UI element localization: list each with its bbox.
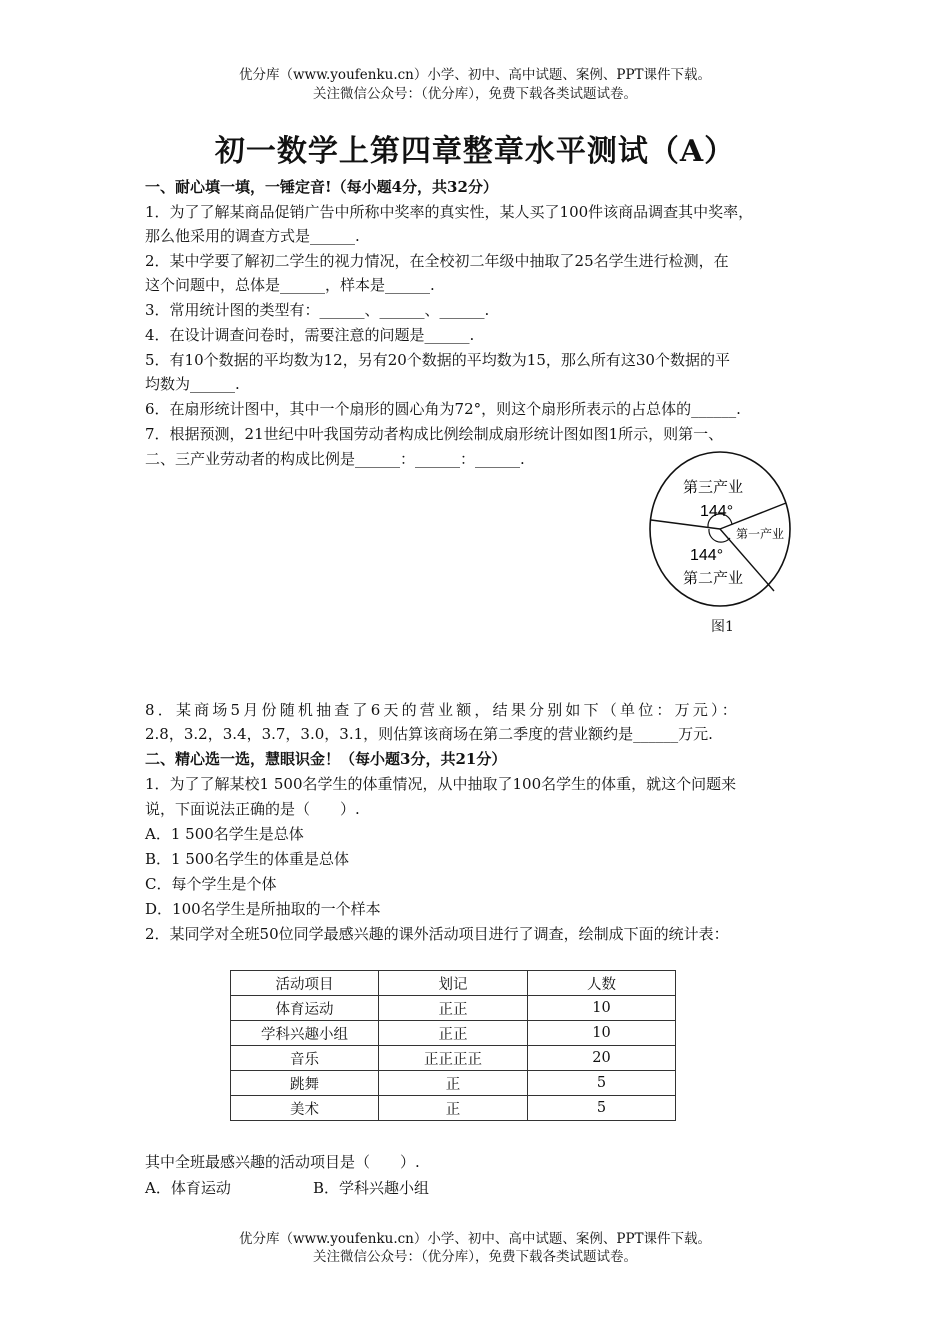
table-cell: 10 (528, 1021, 676, 1046)
header-line-2: 关注微信公众号：（优分库），免费下载各类试题试卷。 (313, 86, 637, 102)
footer-line-1: 优分库（www.youfenku.cn）小学、初中、高中试题、案例、PPT课件下载。 (238, 1231, 712, 1247)
label-tertiary: 第三产业 (683, 478, 744, 496)
s1-q6: 6．在扇形统计图中，其中一个扇形的圆心角为72°，则这个扇形所表示的占总体的______. (145, 400, 741, 418)
table-cell: 正正 (379, 1021, 528, 1046)
table-cell: 美术 (231, 1096, 379, 1121)
table-cell: 正正 (379, 996, 528, 1021)
table-cell: 正 (379, 1096, 528, 1121)
table-row (231, 1096, 676, 1121)
s1-q7-line1: 7．根据预测，21世纪中叶我国劳动者构成比例绘制成扇形统计图如图1所示，则第一、 (145, 425, 724, 443)
table-cell: 5 (528, 1071, 676, 1096)
s1-q2-line2: 这个问题中，总体是______，样本是______. (145, 276, 435, 294)
table-cell: 5 (528, 1096, 676, 1121)
s1-q8-line2: 2.8，3.2，3.4，3.7，3.0，3.1，则估算该商场在第二季度的营业额约是______万元. (145, 725, 713, 743)
table-row (231, 1021, 676, 1046)
section2-heading: 二、精心选一选，慧眼识金！（每小题3分，共21分） (145, 750, 507, 768)
s1-q4: 4．在设计调查问卷时，需要注意的问题是______. (145, 326, 475, 344)
table-header: 划记 (379, 971, 528, 996)
s2-q1-line1: 1．为了了解某校1 500名学生的体重情况，从中抽取了100名学生的体重，就这个问题来 (145, 775, 737, 793)
table-cell: 音乐 (231, 1046, 379, 1071)
s1-q2-line1: 2．某中学要了解初二学生的视力情况，在全校初二年级中抽取了25名学生进行检测，在 (145, 252, 729, 270)
pie-chart-figure-1 (648, 450, 800, 610)
table-cell: 体育运动 (231, 996, 379, 1021)
s2-q1-option-c: C．每个学生是个体 (145, 875, 277, 893)
s1-q1-line2: 那么他采用的调查方式是______. (145, 227, 360, 245)
table-cell: 正正正正 (379, 1046, 528, 1071)
pie-divider-left (651, 520, 720, 529)
figure-caption: 图1 (711, 619, 734, 635)
table-header: 人数 (528, 971, 676, 996)
s2-q1-option-d: D．100名学生是所抽取的一个样本 (145, 900, 381, 918)
header-line-1: 优分库（www.youfenku.cn）小学、初中、高中试题、案例、PPT课件下载。 (238, 67, 712, 83)
angle-arc-secondary (709, 529, 730, 542)
table-row (231, 1046, 676, 1071)
s2-q2: 2．某同学对全班50位同学最感兴趣的课外活动项目进行了调查，绘制成下面的统计表： (145, 925, 729, 943)
table-cell: 跳舞 (231, 1071, 379, 1096)
label-secondary: 第二产业 (683, 569, 744, 587)
page-title: 初一数学上第四章整章水平测试（A） (214, 134, 736, 169)
activity-table (230, 970, 676, 1121)
table-cell: 20 (528, 1046, 676, 1071)
table-row (231, 1071, 676, 1096)
label-primary: 第一产业 (736, 527, 785, 541)
s2-q1-line2: 说，下面说法正确的是（ ）. (145, 800, 360, 818)
s2-q2-option-b: B．学科兴趣小组 (313, 1179, 430, 1197)
table-header: 活动项目 (231, 971, 379, 996)
s2-q1-option-a: A．1 500名学生是总体 (145, 825, 304, 843)
footer-line-2: 关注微信公众号：（优分库），免费下载各类试题试卷。 (313, 1249, 637, 1265)
s1-q5-line2: 均数为______. (145, 375, 240, 393)
section1-heading: 一、耐心填一填，一锤定音!（每小题4分，共32分） (145, 178, 498, 196)
table-row (231, 996, 676, 1021)
s1-q7-line2: 二、三产业劳动者的构成比例是______：______：______. (145, 450, 525, 468)
table-cell: 正 (379, 1071, 528, 1096)
s2-q1-option-b: B．1 500名学生的体重是总体 (145, 850, 349, 868)
table-cell: 学科兴趣小组 (231, 1021, 379, 1046)
table-header-row (231, 971, 676, 996)
angle-label-secondary: 144° (690, 547, 724, 564)
s1-q8-line1: 8．某商场5月份随机抽查了6天的营业额，结果分别如下（单位：万元）： (145, 701, 740, 719)
angle-label-tertiary: 144° (700, 503, 734, 520)
s1-q3: 3．常用统计图的类型有：______、______、______. (145, 301, 490, 319)
table-cell: 10 (528, 996, 676, 1021)
s2-q2-option-a: A．体育运动 (145, 1179, 231, 1197)
s2-q2-after: 其中全班最感兴趣的活动项目是（ ）. (145, 1153, 420, 1171)
s1-q1-line1: 1．为了了解某商品促销广告中所称中奖率的真实性，某人买了100件该商品调查其中奖率， (145, 203, 754, 221)
s1-q5-line1: 5．有10个数据的平均数为12，另有20个数据的平均数为15，那么所有这30个数据的平 (145, 351, 730, 369)
